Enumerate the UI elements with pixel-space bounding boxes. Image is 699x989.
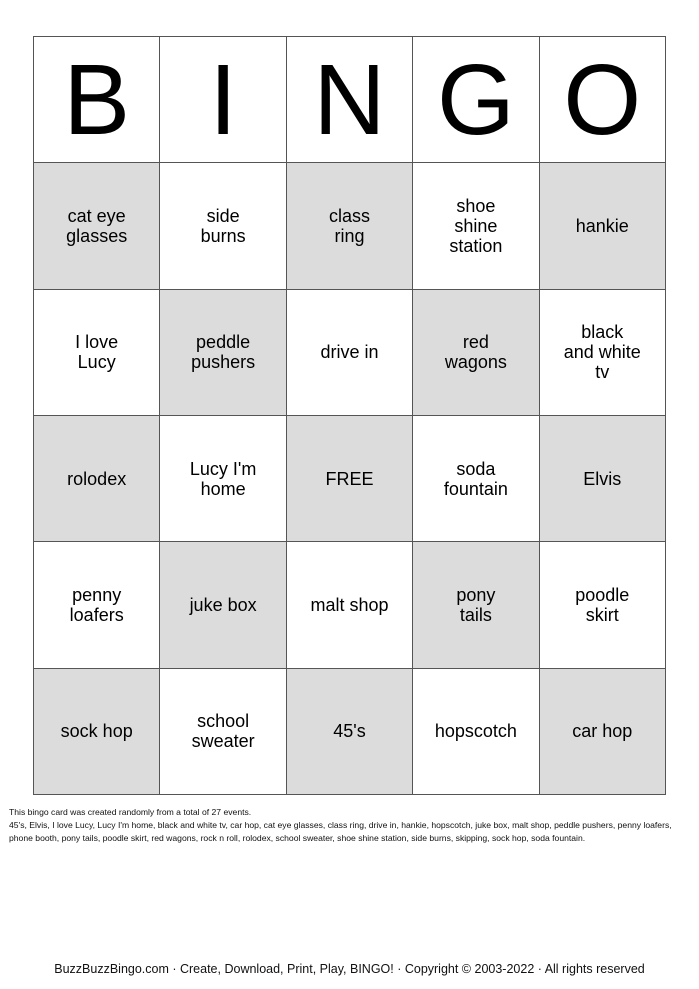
bingo-cell: hankie xyxy=(540,163,666,289)
bingo-cell: penny loafers xyxy=(34,542,160,668)
event-count-text: This bingo card was created randomly from a total of 27 events. xyxy=(9,807,252,817)
bingo-cell: sock hop xyxy=(34,669,160,795)
bingo-cell: drive in xyxy=(287,290,413,416)
copyright-footer: BuzzBuzzBingo.com · Create, Download, Print, Play, BINGO! · Copyright © 2003-2022 · All rights reserved xyxy=(54,962,645,976)
bingo-cell: malt shop xyxy=(287,542,413,668)
bingo-cell: juke box xyxy=(160,542,286,668)
bingo-cell: Elvis xyxy=(540,416,666,542)
event-list-text: 45's, Elvis, I love Lucy, Lucy I'm home, black and white tv, car hop, cat eye glasses, class ring, drive in, hankie, hopscotch, juke box, malt shop, peddle pushers, penny loafers, phone booth, pony tails, poodle skirt, red wagons, rock n roll, rolodex, school sweater, shoe shine station, side burns, skipping, sock hop, soda fountain. xyxy=(9,820,672,843)
bingo-card xyxy=(33,36,666,795)
bingo-cell: car hop xyxy=(540,669,666,795)
bingo-cell: Lucy I'm home xyxy=(160,416,286,542)
header-letter-o: O xyxy=(540,37,666,163)
bingo-cell: poodle skirt xyxy=(540,542,666,668)
header-letter-i: I xyxy=(160,37,286,163)
bingo-cell: pony tails xyxy=(413,542,539,668)
bingo-cell: soda fountain xyxy=(413,416,539,542)
header-letter-g: G xyxy=(413,37,539,163)
bingo-cell: peddle pushers xyxy=(160,290,286,416)
bingo-cell: class ring xyxy=(287,163,413,289)
bingo-cell: shoe shine station xyxy=(413,163,539,289)
bingo-cell: cat eye glasses xyxy=(34,163,160,289)
header-letter-b: B xyxy=(34,37,160,163)
header-letter-n: N xyxy=(287,37,413,163)
free-space-cell: FREE xyxy=(287,416,413,542)
bingo-cell: side burns xyxy=(160,163,286,289)
bingo-cell: 45's xyxy=(287,669,413,795)
event-list-note xyxy=(9,806,689,845)
bingo-cell: red wagons xyxy=(413,290,539,416)
bingo-cell: hopscotch xyxy=(413,669,539,795)
bingo-cell: rolodex xyxy=(34,416,160,542)
bingo-cell: black and white tv xyxy=(540,290,666,416)
bingo-cell: I love Lucy xyxy=(34,290,160,416)
bingo-cell: school sweater xyxy=(160,669,286,795)
